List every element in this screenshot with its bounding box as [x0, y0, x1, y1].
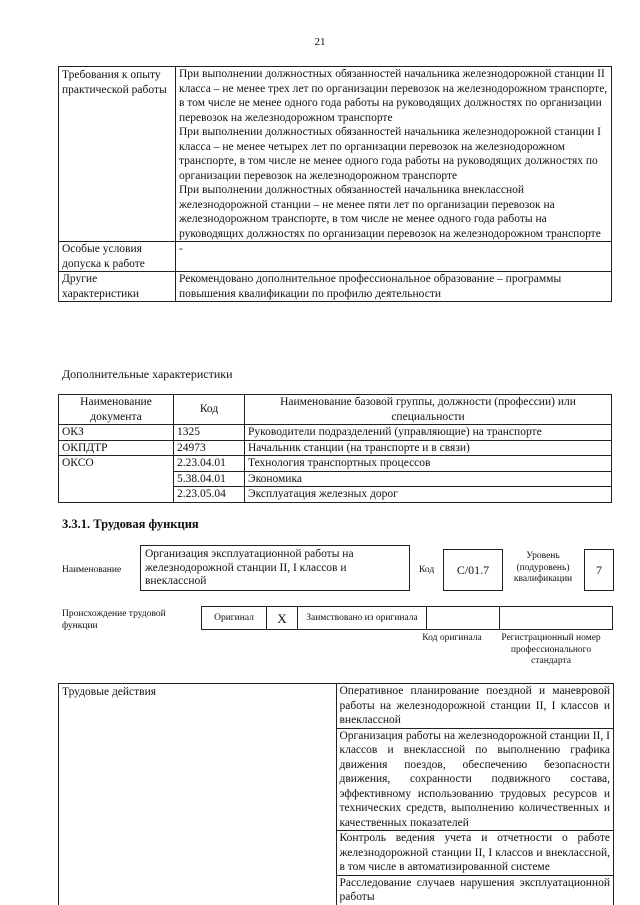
- original-label: Оригинал: [202, 607, 267, 630]
- cell: Начальник станции (на транспорте и в связи): [245, 440, 612, 456]
- cell: 1325: [174, 425, 245, 441]
- code-label: Код: [419, 565, 435, 575]
- table-row: [59, 242, 612, 272]
- table-row: [59, 67, 612, 242]
- action-item: Оперативное планирование поездной и маневровой работы на железнодорожной станции II, I классов и внеклассной: [336, 684, 614, 729]
- cell: ОКСО: [59, 456, 174, 503]
- section-title: 3.3.1. Трудовая функция: [62, 517, 199, 531]
- level-value: 7: [596, 563, 602, 577]
- paragraph: При выполнении должностных обязанностей начальника железнодорожной станции II класса – не менее трех лет по организации перевозок на железнодорожном транспорте, в том числе не менее одного года работы на руководящих должностях по организации перевозок на железнодорожном транспорте: [179, 68, 608, 124]
- name-value: Организация эксплуатационной работы на железнодорожной станции II, I классов и внеклассной: [145, 548, 354, 587]
- paragraph: При выполнении должностных обязанностей начальника внеклассной железнодорожной станции – не менее пяти лет по организации перевозок на железнодорожном транспорте, в том числе не менее одного года работы на руководящих должностях по организации перевозок на железнодорожном транспорте: [179, 184, 601, 240]
- name-box: [140, 545, 410, 591]
- action-item: Организация работы на железнодорожной станции II, I классов и внеклассной по выполнению графика движения поездов, обеспечению безопасности движения, сохранности подвижного состава, эффективному использованию трудовых ресурсов и технических средств, выполнению количественных и качественных показателей: [336, 728, 614, 831]
- row-value: [176, 67, 612, 242]
- cell: Руководители подразделений (управляющие) на транспорте: [245, 425, 612, 441]
- cell: Экономика: [245, 471, 612, 487]
- level-box: [584, 549, 614, 591]
- table-header-row: [59, 395, 612, 425]
- additional-title: Дополнительные характеристики: [62, 367, 233, 381]
- cell: Технология транспортных процессов: [245, 456, 612, 472]
- table-row: [59, 684, 614, 729]
- action-item: Контроль ведения учета и отчетности о работе железнодорожной станции II, I классов и внеклассной, в том числе в автоматизированной системе: [336, 831, 614, 876]
- cell: Эксплуатация железных дорог: [245, 487, 612, 503]
- code-box: [443, 549, 503, 591]
- borrowed-label: Заимствовано из оригинала: [298, 607, 427, 630]
- additional-table: [58, 394, 612, 503]
- level-label: Уровень (подуровень) квалификации: [513, 551, 573, 584]
- row-label: Особые условия допуска к работе: [59, 242, 176, 272]
- table-row: [202, 607, 613, 630]
- column-header: Код: [174, 395, 245, 425]
- table-row: [59, 272, 612, 302]
- column-header: Наименование базовой группы, должности (профессии) или специальности: [245, 395, 612, 425]
- code-value: C/01.7: [456, 563, 490, 577]
- reg-number-cell: [500, 607, 613, 630]
- reg-number-caption: Регистрационный номер профессионального стандарта: [501, 633, 601, 666]
- origin-table: [201, 606, 613, 630]
- row-value: Рекомендовано дополнительное профессиональное образование – программы повышения квалификации по профилю деятельности: [176, 272, 612, 302]
- cell: 24973: [174, 440, 245, 456]
- name-label: Наименование: [62, 565, 122, 575]
- cell: ОКЗ: [59, 425, 174, 441]
- original-mark: X: [267, 607, 298, 630]
- cell: 5.38.04.01: [174, 471, 245, 487]
- cell: 2.23.04.01: [174, 456, 245, 472]
- cell: 2.23.05.04: [174, 487, 245, 503]
- table-row: [59, 440, 612, 456]
- code-original-caption: Код оригинала: [422, 633, 482, 643]
- row-label: Другие характеристики: [59, 272, 176, 302]
- column-header: Наименование документа: [59, 395, 174, 425]
- actions-label: Трудовые действия: [59, 684, 337, 905]
- code-original-cell: [427, 607, 500, 630]
- row-label: Требования к опыту практической работы: [59, 67, 176, 242]
- page-number: 21: [314, 36, 326, 48]
- cell: ОКПДТР: [59, 440, 174, 456]
- table-row: [59, 425, 612, 441]
- row-value: -: [176, 242, 612, 272]
- table-row: [59, 456, 612, 472]
- actions-table: [58, 683, 614, 905]
- paragraph: При выполнении должностных обязанностей начальника железнодорожной станции I класса – не менее четырех лет по организации перевозок на железнодорожном транспорте, в том числе не менее одного года работы на руководящих должностях по организации перевозок на железнодорожном транспорте: [179, 126, 602, 182]
- origin-label: Происхождение трудовой функции: [62, 609, 166, 631]
- requirements-table: [58, 66, 612, 302]
- action-item: Расследование случаев нарушения эксплуатационной работы: [336, 875, 614, 905]
